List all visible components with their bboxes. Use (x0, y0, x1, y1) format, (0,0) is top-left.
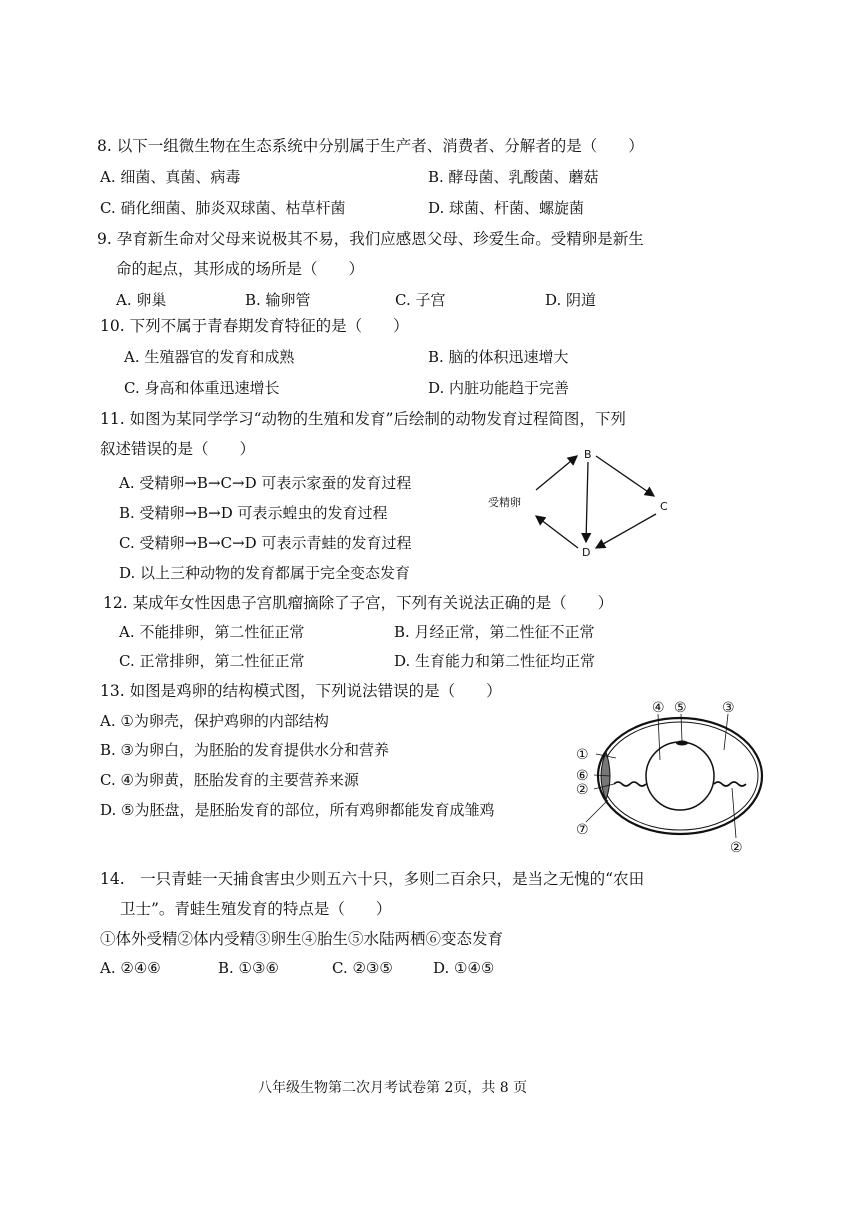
label-line-2-right (732, 788, 736, 838)
label-line-7 (586, 800, 608, 822)
node-c-label: C (660, 500, 668, 513)
q13-stem: 13. 如图是鸡卵的结构模式图，下列说法错误的是（ ） (100, 682, 502, 700)
q11-option-b: B. 受精卵→B→D 可表示蝗虫的发育过程 (119, 504, 388, 522)
chalaza-right (714, 782, 746, 786)
q11-option-c: C. 受精卵→B→C→D 可表示青蛙的发育过程 (119, 534, 412, 552)
arrow-b-to-d (586, 462, 588, 542)
q14-stem-line2: 卫士”。青蛙生殖发育的特点是（ ） (120, 900, 392, 918)
egg-structure-diagram (570, 696, 770, 856)
arrow-d-to-zygote (536, 516, 578, 548)
q12-option-c: C. 正常排卵，第二性征正常 (119, 652, 305, 670)
q10-stem: 10. 下列不属于青春期发育特征的是（ ） (100, 317, 409, 335)
q9-stem-line1: 9. 孕育新生命对父母来说极其不易，我们应感恩父母、珍爱生命。受精卵是新生 (97, 230, 644, 248)
development-cycle-diagram (482, 444, 682, 564)
q8-option-a: A. 细菌、真菌、病毒 (100, 168, 241, 186)
egg-yolk (646, 742, 714, 810)
q10-option-c: C. 身高和体重迅速增长 (124, 379, 280, 397)
egg-label-4: ④ (652, 700, 665, 716)
node-d-label: D (582, 546, 591, 559)
q14-option-c: C. ②③⑤ (332, 959, 393, 977)
q12-option-b: B. 月经正常，第二性征不正常 (394, 623, 595, 641)
q14-stem-line3: ①体外受精②体内受精③卵生④胎生⑤水陆两栖⑥变态发育 (100, 930, 504, 948)
germinal-disc (676, 741, 688, 746)
egg-label-1: ① (576, 747, 589, 763)
egg-label-2-right: ② (730, 840, 743, 856)
egg-label-2-left: ② (576, 782, 589, 798)
q9-stem-line2: 命的起点，其形成的场所是（ ） (116, 260, 365, 278)
egg-label-3: ③ (722, 700, 735, 716)
egg-label-6: ⑥ (576, 768, 589, 784)
q13-option-b: B. ③为卵白，为胚胎的发育提供水分和营养 (100, 741, 390, 759)
q10-option-b: B. 脑的体积迅速增大 (428, 348, 569, 366)
q9-option-c: C. 子宫 (395, 291, 446, 309)
q11-option-d: D. 以上三种动物的发育都属于完全变态发育 (119, 564, 411, 582)
q12-option-d: D. 生育能力和第二性征均正常 (394, 652, 596, 670)
egg-label-5: ⑤ (674, 700, 687, 716)
arrow-zygote-to-b (536, 456, 577, 490)
q14-option-b: B. ①③⑥ (218, 959, 279, 977)
q8-option-c: C. 硝化细菌、肺炎双球菌、枯草杆菌 (100, 199, 346, 217)
q9-option-d: D. 阴道 (545, 291, 597, 309)
page-footer: 八年级生物第二次月考试卷第 2页，共 8 页 (258, 1080, 528, 1096)
q9-option-a: A. 卵巢 (116, 291, 167, 309)
q8-option-d: D. 球菌、杆菌、螺旋菌 (428, 199, 585, 217)
q11-option-a: A. 受精卵→B→C→D 可表示家蚕的发育过程 (119, 474, 412, 492)
node-b-label: B (584, 448, 592, 461)
q14-stem-line1: 14. 一只青蛙一天捕食害虫少则五六十只，多则二百余只，是当之无愧的“农田 (100, 870, 645, 888)
q12-option-a: A. 不能排卵，第二性征正常 (119, 623, 305, 641)
q13-option-a: A. ①为卵壳，保护鸡卵的内部结构 (100, 712, 329, 730)
q13-option-c: C. ④为卵黄，胚胎发育的主要营养来源 (100, 771, 359, 789)
q10-option-a: A. 生殖器官的发育和成熟 (124, 348, 295, 366)
q11-stem-line2: 叙述错误的是（ ） (100, 440, 256, 458)
chalaza-left (614, 782, 646, 786)
arrow-b-to-c (596, 456, 654, 496)
q10-option-d: D. 内脏功能趋于完善 (428, 379, 570, 397)
q9-option-b: B. 输卵管 (245, 291, 311, 309)
egg-label-7: ⑦ (576, 822, 589, 838)
q13-option-d: D. ⑤为胚盘，是胚胎发育的部位，所有鸡卵都能发育成雏鸡 (100, 801, 495, 819)
arrow-c-to-d (596, 514, 656, 548)
q8-option-b: B. 酵母菌、乳酸菌、蘑菇 (428, 168, 599, 186)
q8-stem: 8. 以下一组微生物在生态系统中分别属于生产者、消费者、分解者的是（ ） (97, 137, 644, 155)
q14-option-d: D. ①④⑤ (433, 959, 495, 977)
q11-stem-line1: 11. 如图为某同学学习“动物的生殖和发育”后绘制的动物发育过程简图，下列 (100, 410, 626, 428)
q12-stem: 12. 某成年女性因患子宫肌瘤摘除了子宫，下列有关说法正确的是（ ） (103, 594, 614, 612)
q14-option-a: A. ②④⑥ (100, 959, 161, 977)
node-zygote-label: 受精卵 (488, 496, 521, 509)
